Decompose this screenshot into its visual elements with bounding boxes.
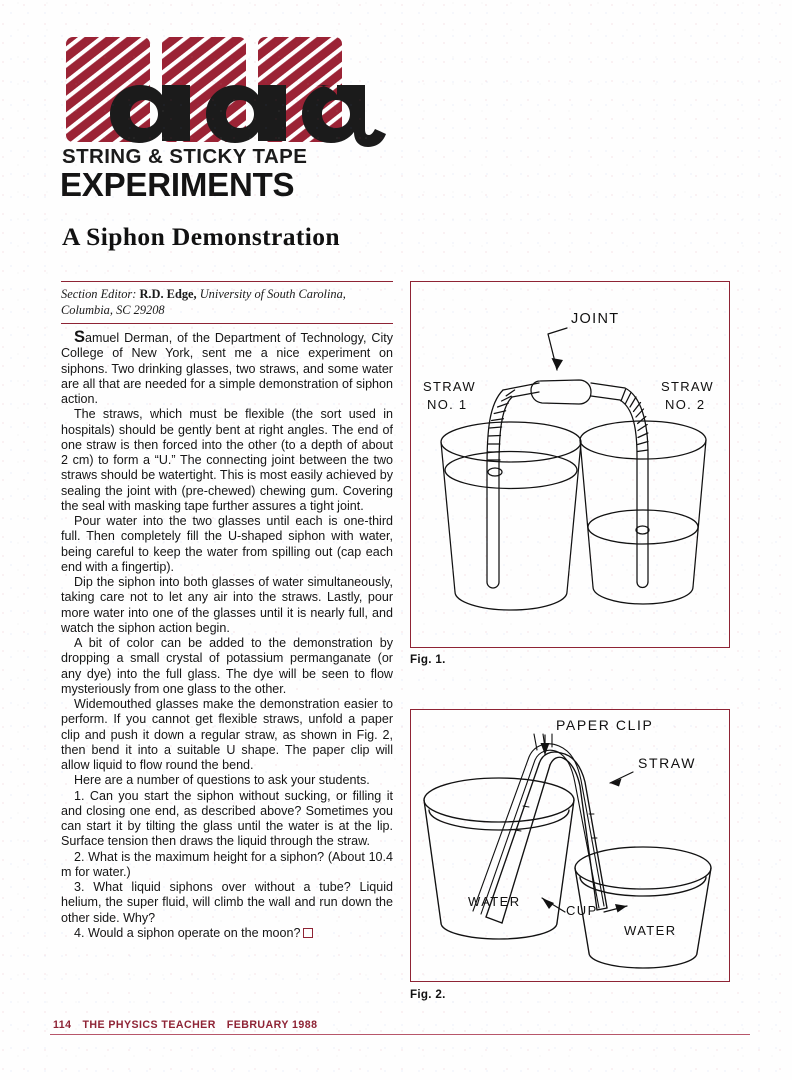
article-column <box>61 281 393 941</box>
question-item-last <box>61 926 393 941</box>
figure-2-label-water-left: WATER <box>468 894 521 909</box>
end-of-article-box <box>303 928 313 938</box>
article-body <box>61 328 393 941</box>
editor-address: Columbia, SC 29208 <box>61 302 165 317</box>
editor-label: Section Editor: <box>61 287 137 302</box>
footer-page-number: 114 <box>53 1019 72 1031</box>
footer-publication: THE PHYSICS TEACHER <box>82 1019 216 1031</box>
figure-2 <box>410 709 730 982</box>
figure-2-label-water-right: WATER <box>624 923 677 938</box>
paragraph: Dip the siphon into both glasses of water simultaneously, taking care not to let any air into the straws. Lastly, pour more water into one of the glasses until it is nearly full, and watch the siphon action begin. <box>61 575 393 635</box>
series-title: EXPERIMENTS <box>60 166 295 203</box>
page-title: A Siphon Demonstration <box>62 222 341 251</box>
figure-1-label-joint: JOINT <box>571 311 620 327</box>
figure-2-label-cup: CUP <box>566 903 598 918</box>
paragraph-text: amuel Derman, of the Department of Technology, City College of New York, sent me a nice experiment on siphons. Two drinking glasses, two straws, and some water are all that are needed for a simple demonstration of siphon action. <box>61 331 393 406</box>
page-footer <box>53 1019 317 1031</box>
editor-affiliation: University of South Carolina, <box>199 287 346 302</box>
footer-rule <box>50 1034 750 1035</box>
editor-name: R.D. Edge, <box>139 287 197 302</box>
question-item: 3. What liquid siphons over without a tube? Liquid helium, the super fluid, will climb the wall and run down the other side. Why? <box>61 880 393 925</box>
figure-1-caption: Fig. 1. <box>410 653 446 666</box>
paragraph: The straws, which must be flexible (the sort used in hospitals) should be gently bent at right angles. The end of one straw is then forced into the other (to a depth of about 2 cm) to form a “U.” The connecting joint between the two straws should be watertight. This is most easily achieved by sealing the joint with (pre-chewed) chewing gum. Covering the seal with masking tape further assures a tight joint. <box>61 407 393 513</box>
figure-1-label-straw2-line1: STRAW <box>661 379 714 394</box>
figure-2-label-paper-clip: PAPER CLIP <box>556 717 654 733</box>
figure-2-label-straw: STRAW <box>638 755 697 771</box>
sst-logo <box>62 33 402 148</box>
paragraph: Widemouthed glasses make the demonstration easier to perform. If you cannot get flexible straws, unfold a paper clip and push it down a regular straw, as shown in Fig. 2, then bend it into a suitable U shape. The paper clip will allow liquid to flow round the bend. <box>61 697 393 772</box>
question-text: 4. Would a siphon operate on the moon? <box>74 925 301 940</box>
rule-bottom <box>61 323 393 324</box>
paragraph-intro <box>61 328 393 407</box>
question-item: 2. What is the maximum height for a siphon? (About 10.4 m for water.) <box>61 849 393 879</box>
paragraph: Pour water into the two glasses until each is one-third full. Then completely fill the U-shaped siphon with water, being careful to keep the water from spilling out (cap each end with a fingertip). <box>61 514 393 574</box>
figure-1 <box>410 281 730 648</box>
series-kicker: STRING & STICKY TAPE <box>62 145 308 168</box>
figure-1-label-straw1-line1: STRAW <box>423 379 476 394</box>
figure-2-caption: Fig. 2. <box>410 988 446 1001</box>
figure-1-label-straw2-line2: NO. 2 <box>665 397 706 412</box>
figure-2-drawing <box>411 710 726 978</box>
question-item: 1. Can you start the siphon without sucking, or filling it and closing one end, as described above? Sometimes you can start it by tilting the glass until the water is at the lip. Surface tension then draws the liquid through the straw. <box>61 788 393 849</box>
drop-cap: S <box>74 328 86 346</box>
paragraph: Here are a number of questions to ask your students. <box>74 773 370 788</box>
logo-graphic <box>62 33 402 148</box>
figure-1-drawing <box>411 282 726 644</box>
figure-1-label-straw1-line2: NO. 1 <box>427 397 468 412</box>
section-editor-line <box>61 282 393 322</box>
footer-issue: FEBRUARY 1988 <box>226 1019 318 1031</box>
paragraph: A bit of color can be added to the demonstration by dropping a small crystal of potassium permanganate (or any dye) into the full glass. The dye will be seen to flow mysteriously from one glass to the other. <box>61 636 393 696</box>
